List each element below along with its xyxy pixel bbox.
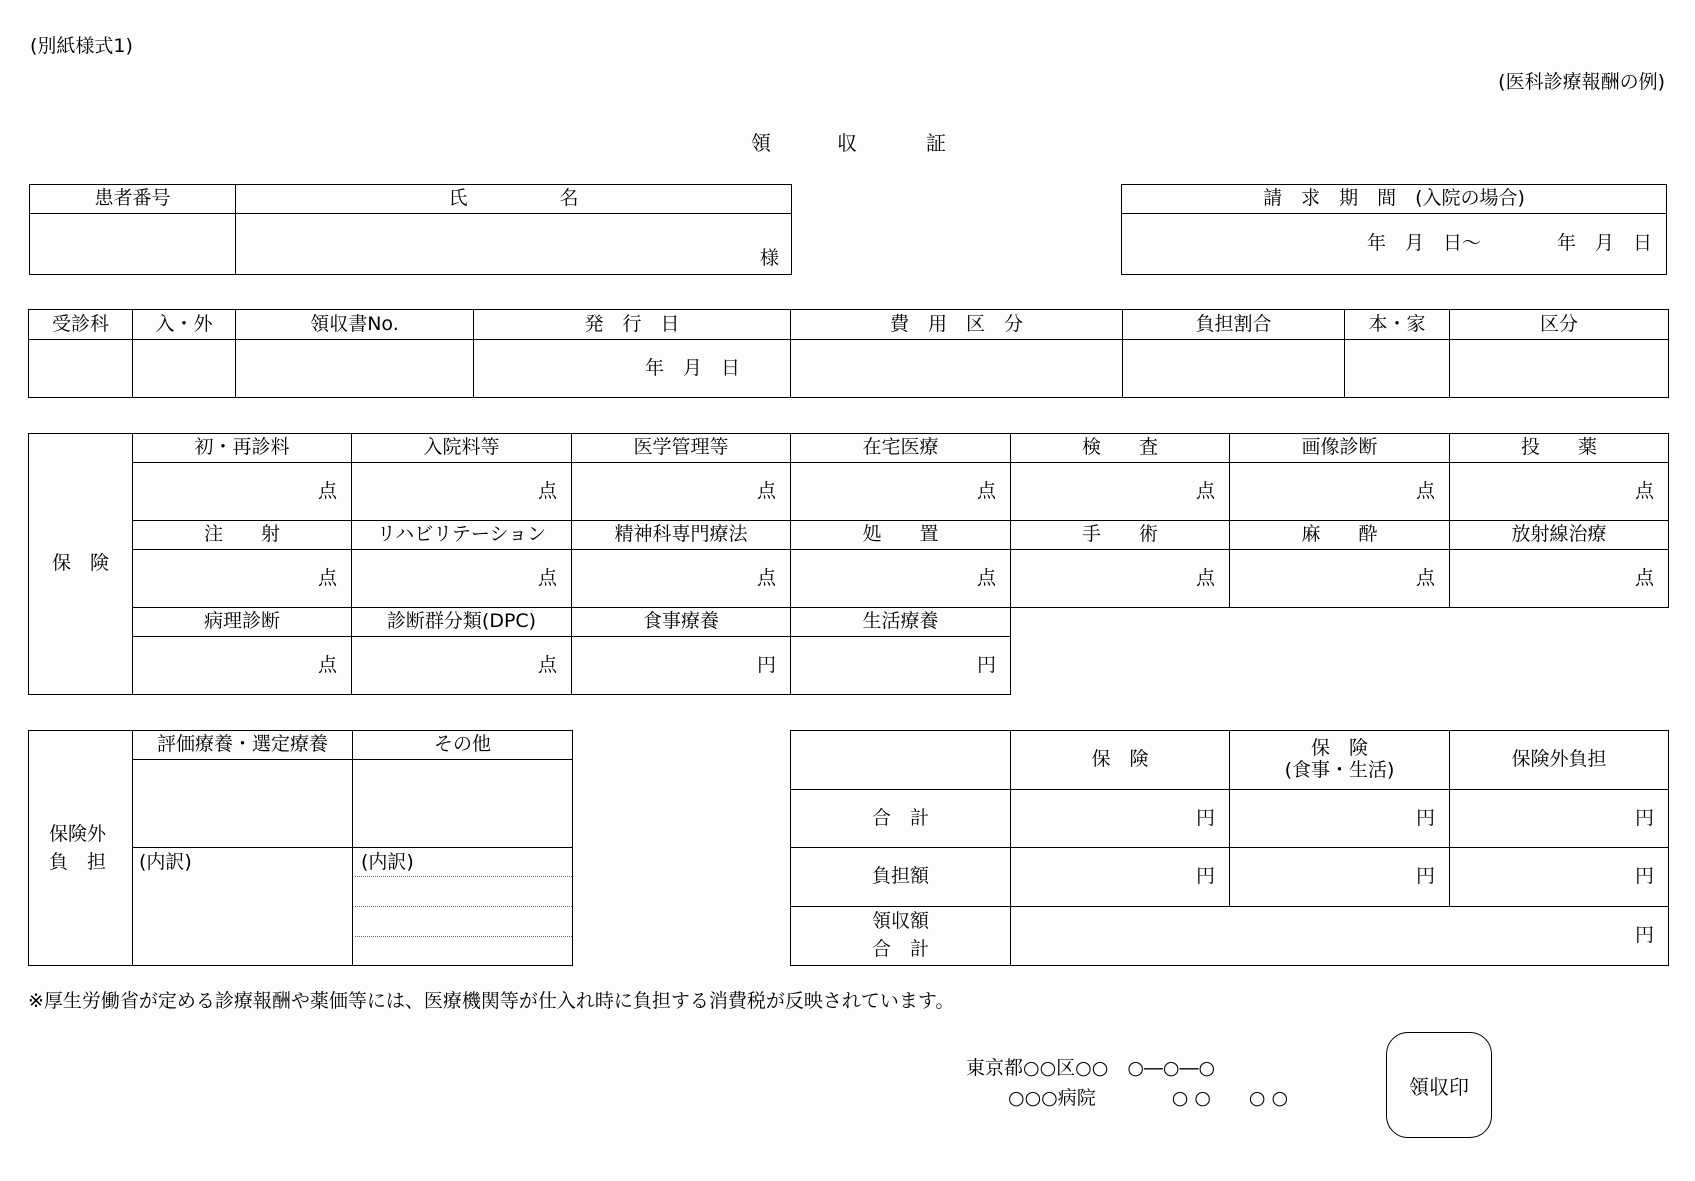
item-label: 精神科専門療法 <box>572 521 791 550</box>
item-label: リハビリテーション <box>352 521 572 550</box>
item-label: 検 査 <box>1011 434 1230 463</box>
insured-family-field[interactable] <box>1345 340 1450 398</box>
insurance-table <box>28 433 1669 695</box>
item-label: 麻 酔 <box>1230 521 1450 550</box>
total-non-insurance-field[interactable]: 円 <box>1450 790 1669 848</box>
evaluation-care-header: 評価療養・選定療養 <box>133 731 353 760</box>
billing-period-table <box>1121 184 1667 275</box>
breakdown-line[interactable] <box>355 907 572 937</box>
item-label: 初・再診料 <box>133 434 352 463</box>
item-value-field[interactable]: 点 <box>352 463 572 521</box>
title-char: 証 <box>926 131 946 155</box>
patient-table <box>29 184 792 275</box>
cost-category-header: 費 用 区 分 <box>791 310 1123 340</box>
stamp-label: 領収印 <box>1409 1074 1469 1099</box>
item-label: 食事療養 <box>572 608 791 637</box>
item-value-field[interactable]: 点 <box>572 550 791 608</box>
item-label: 病理診断 <box>133 608 352 637</box>
breakdown-label: (内訳) <box>139 851 192 873</box>
receipt-no-header: 領収書No. <box>236 310 474 340</box>
label-line: 負 担 <box>49 851 107 873</box>
item-value-field[interactable]: 点 <box>1230 463 1450 521</box>
item-value-field[interactable]: 点 <box>791 550 1011 608</box>
insurance-meal-col-header <box>1230 731 1450 790</box>
cost-category-field[interactable] <box>791 340 1123 398</box>
example-label: (医科診療報酬の例) <box>1498 71 1665 93</box>
burden-non-insurance-field[interactable]: 円 <box>1450 848 1669 907</box>
patient-no-header: 患者番号 <box>30 185 236 214</box>
name-header-char: 氏 <box>448 187 468 210</box>
other-breakdown-field[interactable] <box>353 848 573 966</box>
label-line: 領収額 <box>871 910 929 933</box>
item-value-field[interactable]: 点 <box>1230 550 1450 608</box>
billing-period-field[interactable]: 年 月 日〜 年 月 日 <box>1122 214 1667 275</box>
name-header-char: 名 <box>559 187 579 210</box>
non-insurance-col-header: 保険外負担 <box>1450 731 1669 790</box>
item-label: 入院料等 <box>352 434 572 463</box>
non-insurance-table <box>28 730 573 966</box>
issuer-hospital: ○○○病院 ○ ○ ○ ○ <box>1008 1087 1289 1109</box>
item-label: 手 術 <box>1011 521 1230 550</box>
item-value-field[interactable]: 点 <box>133 463 352 521</box>
burden-insurance-field[interactable]: 円 <box>1011 848 1230 907</box>
item-label: 注 射 <box>133 521 352 550</box>
billing-period-header: 請 求 期 間 (入院の場合) <box>1122 185 1667 214</box>
receipt-no-field[interactable] <box>236 340 474 398</box>
burden-ratio-field[interactable] <box>1123 340 1345 398</box>
category-header: 区分 <box>1450 310 1669 340</box>
receipt-total-field[interactable]: 円 <box>1011 907 1669 966</box>
burden-ratio-header: 負担割合 <box>1123 310 1345 340</box>
title-char: 収 <box>837 131 857 155</box>
item-value-field[interactable]: 点 <box>352 550 572 608</box>
totals-table <box>790 730 1669 966</box>
item-value-field[interactable]: 円 <box>791 637 1011 695</box>
dept-field[interactable] <box>29 340 133 398</box>
item-label: 在宅医療 <box>791 434 1011 463</box>
issue-date-header: 発 行 日 <box>474 310 791 340</box>
item-label: 画像診断 <box>1230 434 1450 463</box>
breakdown-label: (内訳) <box>355 848 572 877</box>
receipt-stamp-box <box>1386 1032 1492 1138</box>
page-title <box>740 133 960 155</box>
evaluation-care-field[interactable] <box>133 760 353 848</box>
totals-corner <box>791 731 1011 790</box>
item-label: 処 置 <box>791 521 1011 550</box>
name-header <box>236 185 792 214</box>
item-value-field[interactable]: 円 <box>572 637 791 695</box>
dept-header: 受診科 <box>29 310 133 340</box>
item-label: 投 薬 <box>1450 434 1669 463</box>
total-insurance-field[interactable]: 円 <box>1011 790 1230 848</box>
item-value-field[interactable]: 点 <box>572 463 791 521</box>
breakdown-line[interactable] <box>355 877 572 907</box>
item-value-field[interactable]: 点 <box>133 550 352 608</box>
category-field[interactable] <box>1450 340 1669 398</box>
visit-info-table <box>28 309 1669 398</box>
item-value-field[interactable]: 点 <box>1450 463 1669 521</box>
name-field[interactable] <box>236 214 792 275</box>
insurance-col-header: 保 険 <box>1011 731 1230 790</box>
tax-footnote: ※厚生労働省が定める診療報酬や薬価等には、医療機関等が仕入れ時に負担する消費税が反映されています。 <box>28 990 955 1012</box>
header-line: 保 険 <box>1310 737 1368 760</box>
item-label: 診断群分類(DPC) <box>352 608 572 637</box>
inout-field[interactable] <box>133 340 236 398</box>
non-insurance-section-label <box>29 731 133 966</box>
honorific-label: 様 <box>759 247 779 270</box>
label-line: 保険外 <box>49 822 107 845</box>
burden-row-label: 負担額 <box>791 848 1011 907</box>
issue-date-field[interactable]: 年 月 日 <box>474 340 791 398</box>
label-line: 合 計 <box>871 938 929 960</box>
other-header: その他 <box>353 731 573 760</box>
burden-meal-field[interactable]: 円 <box>1230 848 1450 907</box>
total-meal-field[interactable]: 円 <box>1230 790 1450 848</box>
item-value-field[interactable]: 点 <box>1011 463 1230 521</box>
title-char: 領 <box>751 131 771 155</box>
patient-no-field[interactable] <box>30 214 236 275</box>
item-value-field[interactable]: 点 <box>1011 550 1230 608</box>
issuer-address: 東京都○○区○○ ○―○―○ <box>966 1057 1216 1079</box>
form-number-label: (別紙様式1) <box>30 35 133 57</box>
empty-area <box>1011 608 1669 695</box>
insurance-section-label: 保 険 <box>29 434 133 695</box>
item-value-field[interactable]: 点 <box>133 637 352 695</box>
header-subline: (食事・生活) <box>1284 759 1395 781</box>
receipt-total-label <box>791 907 1011 966</box>
evaluation-breakdown-field[interactable] <box>133 848 353 966</box>
item-value-field[interactable]: 点 <box>352 637 572 695</box>
item-label: 放射線治療 <box>1450 521 1669 550</box>
other-field[interactable] <box>353 760 573 848</box>
insured-family-header: 本・家 <box>1345 310 1450 340</box>
item-label: 医学管理等 <box>572 434 791 463</box>
item-label: 生活療養 <box>791 608 1011 637</box>
total-row-label: 合 計 <box>791 790 1011 848</box>
inout-header: 入・外 <box>133 310 236 340</box>
item-value-field[interactable]: 点 <box>1450 550 1669 608</box>
item-value-field[interactable]: 点 <box>791 463 1011 521</box>
